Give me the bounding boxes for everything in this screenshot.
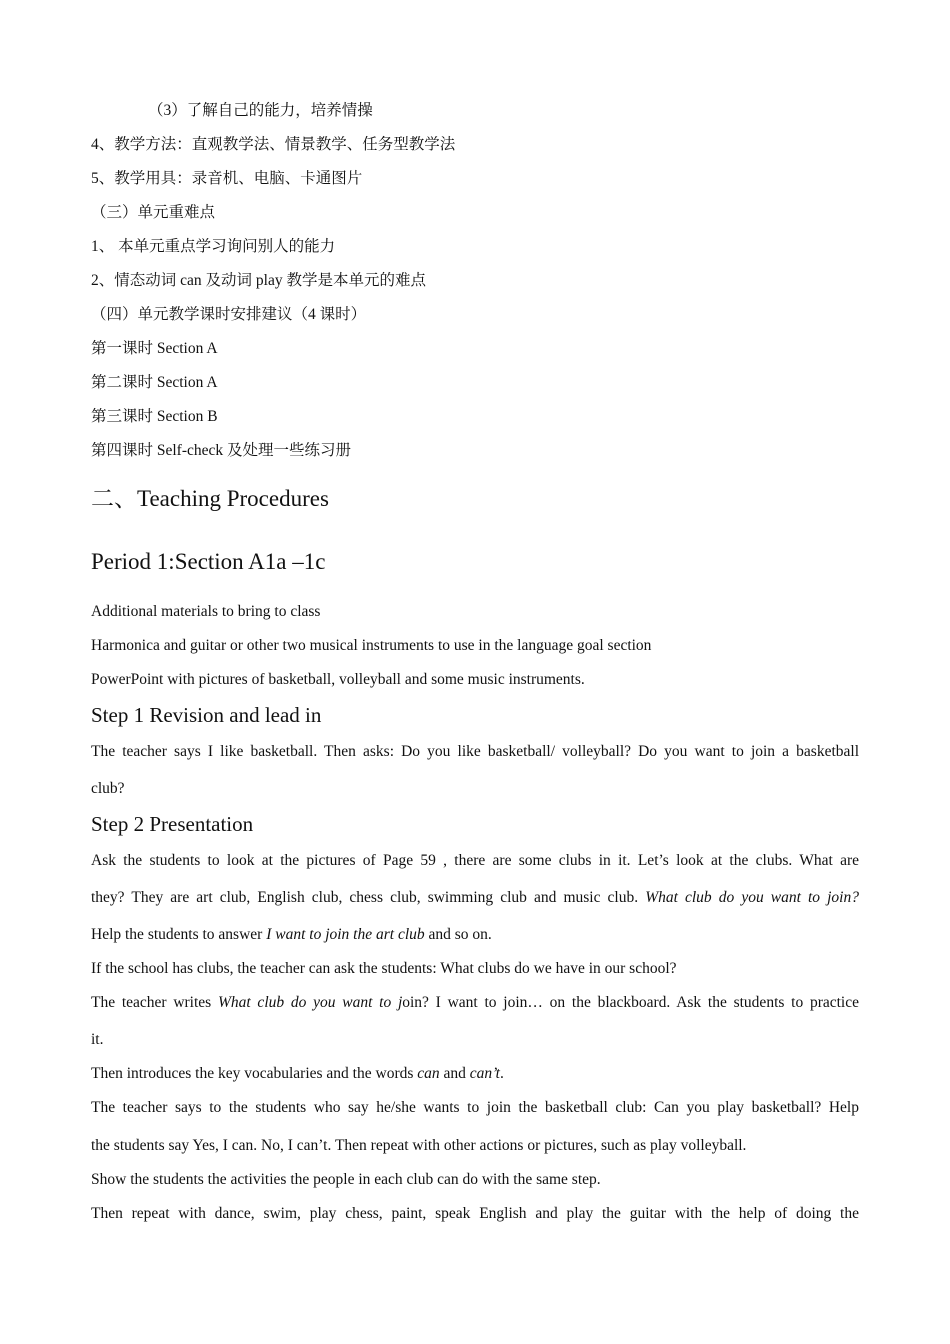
step2-p1-line-2: [91, 888, 859, 908]
objective-item-4: 4、教学方法：直观教学法、情景教学、任务型教学法: [91, 136, 456, 153]
step2-p1-text: they? They are art club, English club, chess club, swimming club and music club.: [91, 889, 646, 906]
step2-p1-line-1: Ask the students to look at the pictures of Page 59 , there are some clubs in it. Let’s look at the clubs. What are: [91, 852, 859, 869]
step2-p2: [91, 925, 859, 945]
step1-heading: Step 1 Revision and lead in: [91, 703, 322, 727]
materials-line-1: Additional materials to bring to class: [91, 603, 321, 620]
step2-p5-cant: can’t: [469, 1065, 500, 1082]
schedule-heading: （四）单元教学课时安排建议（4 课时）: [91, 306, 367, 323]
step2-p5: [91, 1064, 859, 1084]
objective-item-3: （3）了解自己的能力，培养情操: [148, 102, 373, 119]
step2-heading: Step 2 Presentation: [91, 812, 254, 836]
schedule-period-3: 第三课时 Section B: [91, 408, 218, 425]
step2-p4-text-a: The teacher writes: [91, 994, 218, 1011]
schedule-period-2: 第二课时 Section A: [91, 374, 218, 391]
step2-p5-text-c: and: [439, 1065, 470, 1082]
step2-p6-line-1: The teacher says to the students who say he/she wants to join the basketball club: Can you play basketball? Help: [91, 1099, 859, 1116]
schedule-period-1: 第一课时 Section A: [91, 340, 218, 357]
step2-p2-text-c: and so on.: [424, 926, 492, 943]
step2-p4-line-1: [91, 993, 859, 1013]
step2-p5-text-e: .: [499, 1065, 504, 1082]
step2-p5-text-a: Then introduces the key vocabularies and the words: [91, 1065, 418, 1082]
step2-p4-line-2: it.: [91, 1031, 104, 1048]
step2-p4-question: What club do you want to j: [217, 994, 403, 1011]
difficulty-item-2: 2、情态动词 can 及动词 play 教学是本单元的难点: [91, 272, 426, 289]
step1-line-2: club?: [91, 780, 125, 797]
step2-p8: Then repeat with dance, swim, play chess, paint, speak English and play the guitar with the help of doing the: [91, 1205, 859, 1222]
step1-line-1: The teacher says I like basketball. Then asks: Do you like basketball/ volleyball? Do you want to join a basketball: [91, 743, 859, 760]
step2-p2-answer: I want to join the art club: [266, 926, 425, 943]
schedule-period-4: 第四课时 Self-check 及处理一些练习册: [91, 442, 352, 459]
objective-item-5: 5、教学用具：录音机、电脑、卡通图片: [91, 170, 363, 187]
step2-p6-line-2: the students say Yes, I can. No, I can’t. Then repeat with other actions or pictures, such as play volleyball.: [91, 1137, 747, 1154]
step2-p2-text-a: Help the students to answer: [91, 926, 267, 943]
step2-p3: If the school has clubs, the teacher can ask the students: What clubs do we have in our school?: [91, 960, 677, 977]
materials-line-3: PowerPoint with pictures of basketball, volleyball and some music instruments.: [91, 671, 585, 688]
difficulty-item-1: 1、 本单元重点学习询问别人的能力: [91, 238, 336, 255]
period-title: Period 1:Section A1a –1c: [91, 549, 326, 574]
step2-p4-text-c: oin? I want to join… on the blackboard. Ask the students to practice: [402, 994, 859, 1011]
step2-p5-can: can: [417, 1065, 440, 1082]
difficulties-heading: （三）单元重难点: [91, 204, 216, 221]
materials-line-2: Harmonica and guitar or other two musical instruments to use in the language goal section: [91, 637, 652, 654]
step2-p1-question: What club do you want to join?: [645, 889, 859, 906]
procedures-title: 二、Teaching Procedures: [91, 486, 329, 511]
step2-p7: Show the students the activities the people in each club can do with the same step.: [91, 1171, 601, 1188]
